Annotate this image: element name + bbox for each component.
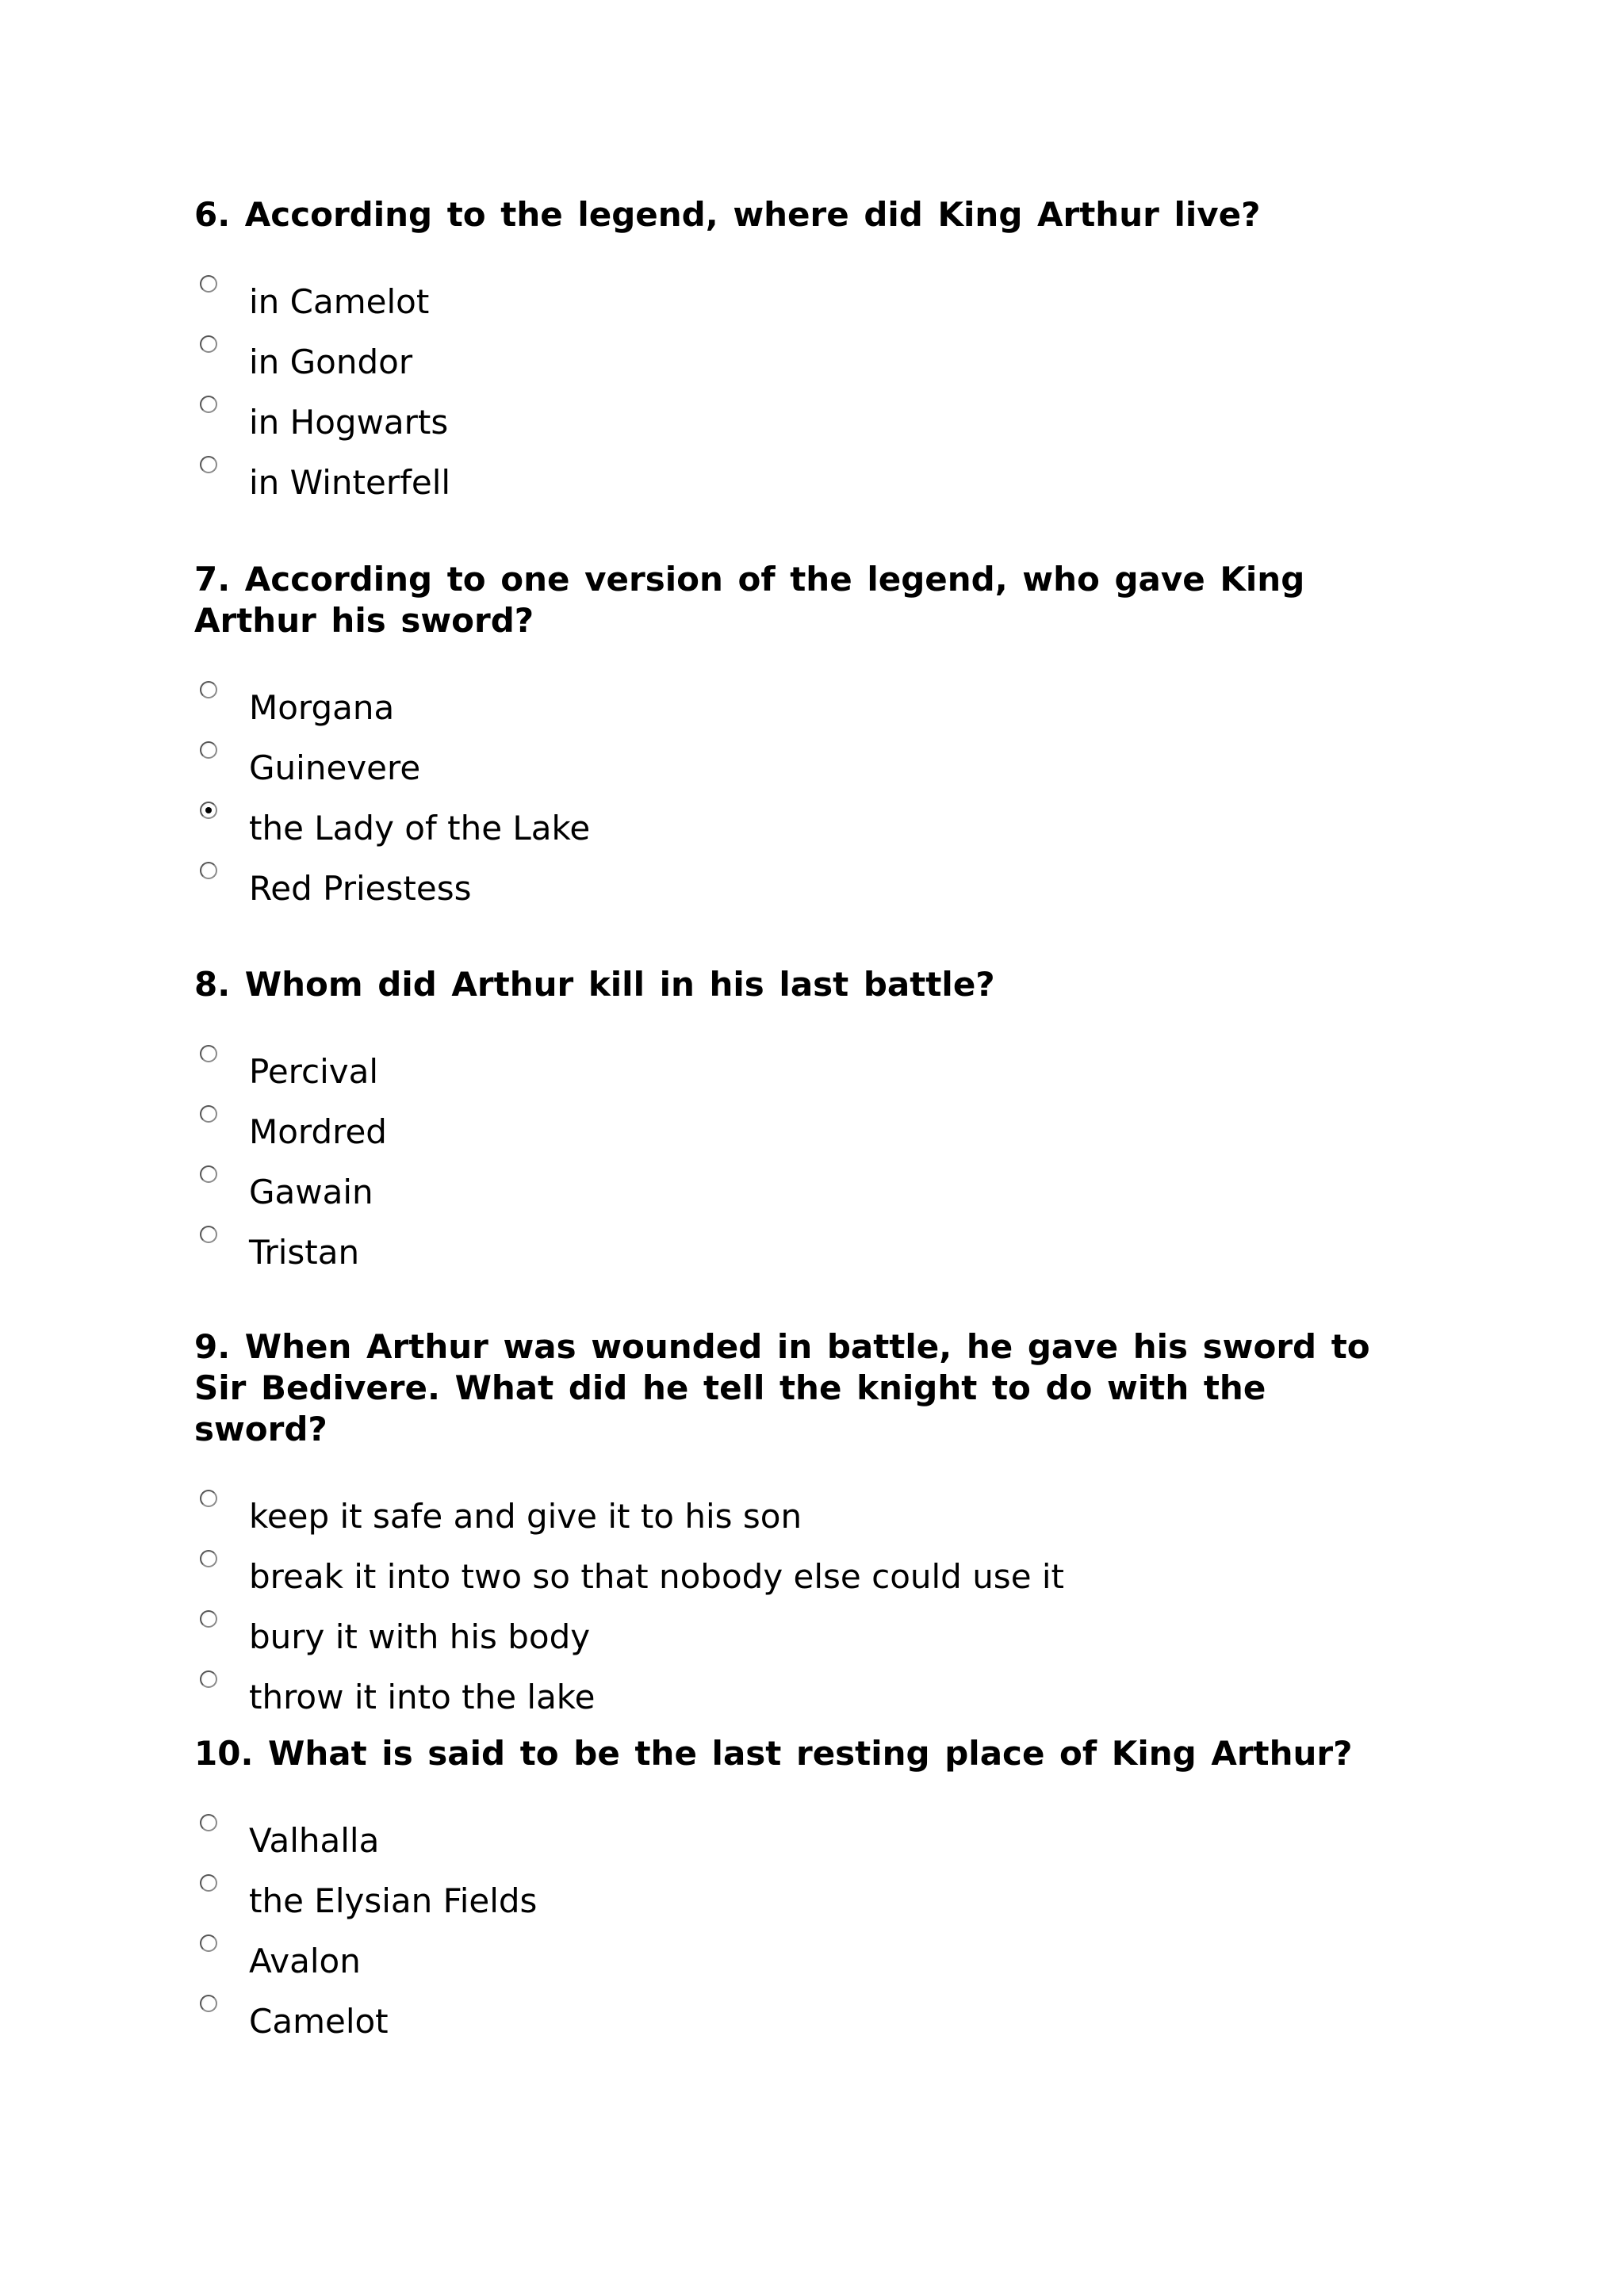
- option-label[interactable]: Tristan: [249, 1233, 360, 1272]
- question-9: [194, 1326, 1408, 1737]
- option-item[interactable]: [194, 1112, 1408, 1172]
- question-text: 6. According to the legend, where did King Arthur live?: [194, 195, 1261, 234]
- radio-button[interactable]: [200, 1165, 217, 1183]
- option-label[interactable]: throw it into the lake: [249, 1678, 596, 1716]
- option-item[interactable]: [194, 1172, 1408, 1232]
- option-label[interactable]: break it into two so that nobody else could use it: [249, 1557, 1065, 1596]
- radio-button[interactable]: [200, 862, 217, 879]
- radio-button[interactable]: [200, 741, 217, 759]
- radio-button[interactable]: [200, 396, 217, 413]
- option-item[interactable]: [194, 687, 1408, 748]
- question-7: [194, 559, 1408, 928]
- option-label[interactable]: Guinevere: [249, 748, 421, 787]
- radio-button[interactable]: [200, 456, 217, 473]
- option-item[interactable]: [194, 1617, 1408, 1677]
- option-item[interactable]: [194, 1677, 1408, 1737]
- radio-button[interactable]: [200, 1045, 217, 1062]
- radio-button-checked[interactable]: [200, 802, 217, 819]
- option-item[interactable]: [194, 1051, 1408, 1112]
- option-label[interactable]: keep it safe and give it to his son: [249, 1497, 802, 1536]
- radio-button[interactable]: [200, 1814, 217, 1831]
- option-label[interactable]: Gawain: [249, 1173, 373, 1211]
- question-text: 10. What is said to be the last resting place of King Arthur?: [194, 1734, 1353, 1773]
- option-item[interactable]: [194, 342, 1408, 402]
- option-label[interactable]: Mordred: [249, 1112, 387, 1151]
- option-label[interactable]: Avalon: [249, 1942, 361, 1980]
- question-text: 8. Whom did Arthur kill in his last battle?: [194, 965, 995, 1004]
- option-item[interactable]: [194, 402, 1408, 462]
- option-item[interactable]: [194, 1941, 1408, 2001]
- option-label[interactable]: Camelot: [249, 2002, 389, 2041]
- question-text: 9. When Arthur was wounded in battle, he gave his sword to Sir Bedivere. What did he tell the knight to do with the sword?: [194, 1327, 1370, 1448]
- radio-button[interactable]: [200, 1550, 217, 1567]
- option-item[interactable]: [194, 462, 1408, 522]
- option-list: [194, 687, 1408, 928]
- option-list: [194, 1496, 1408, 1737]
- question-6: [194, 194, 1408, 522]
- radio-button[interactable]: [200, 1995, 217, 2012]
- option-item[interactable]: [194, 1820, 1408, 1881]
- option-label[interactable]: in Camelot: [249, 282, 430, 321]
- option-item[interactable]: [194, 1232, 1408, 1292]
- option-label[interactable]: Morgana: [249, 688, 395, 727]
- radio-button[interactable]: [200, 1610, 217, 1628]
- option-label[interactable]: in Winterfell: [249, 463, 451, 502]
- radio-button[interactable]: [200, 1226, 217, 1243]
- option-label[interactable]: Red Priestess: [249, 869, 472, 908]
- option-item[interactable]: [194, 808, 1408, 868]
- radio-button[interactable]: [200, 1670, 217, 1688]
- radio-button[interactable]: [200, 1490, 217, 1507]
- option-list: [194, 1051, 1408, 1292]
- option-item[interactable]: [194, 1556, 1408, 1617]
- option-item[interactable]: [194, 281, 1408, 342]
- option-label[interactable]: the Elysian Fields: [249, 1881, 538, 1920]
- option-label[interactable]: the Lady of the Lake: [249, 809, 591, 848]
- option-label[interactable]: bury it with his body: [249, 1617, 591, 1656]
- option-label[interactable]: in Gondor: [249, 342, 413, 381]
- option-item[interactable]: [194, 868, 1408, 928]
- question-8: [194, 964, 1408, 1292]
- question-text: 7. According to one version of the legend, who gave King Arthur his sword?: [194, 560, 1305, 640]
- option-list: [194, 1820, 1408, 2061]
- option-label[interactable]: Valhalla: [249, 1821, 380, 1860]
- radio-button[interactable]: [200, 1105, 217, 1123]
- radio-button[interactable]: [200, 681, 217, 698]
- option-item[interactable]: [194, 748, 1408, 808]
- radio-button[interactable]: [200, 1934, 217, 1952]
- option-item[interactable]: [194, 1881, 1408, 1941]
- option-label[interactable]: in Hogwarts: [249, 403, 449, 442]
- option-label[interactable]: Percival: [249, 1052, 379, 1091]
- radio-button[interactable]: [200, 1874, 217, 1892]
- option-item[interactable]: [194, 1496, 1408, 1556]
- radio-button[interactable]: [200, 275, 217, 293]
- option-list: [194, 281, 1408, 522]
- option-item[interactable]: [194, 2001, 1408, 2061]
- radio-button[interactable]: [200, 335, 217, 353]
- question-10: [194, 1733, 1408, 2061]
